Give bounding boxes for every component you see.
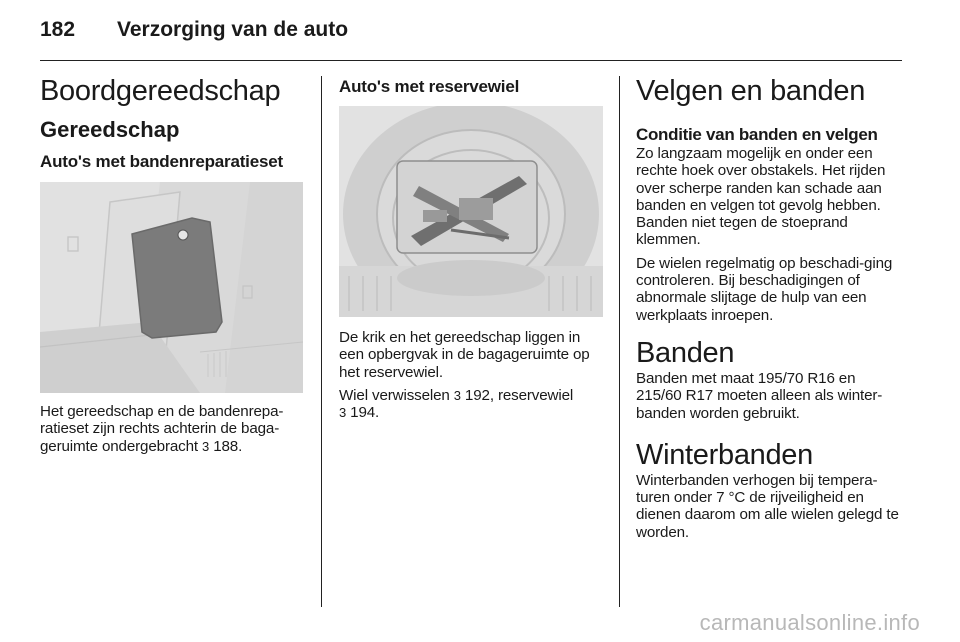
- paragraph-winter-tyres: Winterbanden verhogen bij tempera-turen onder 7 °C de rijveiligheid en dienen daarom om alle wielen gelegd te worden.: [636, 471, 899, 541]
- section-title-velgen-banden: Velgen en banden: [636, 75, 866, 107]
- paragraph-inspection: De wielen regelmatig op beschadi-ging controleren. Bij beschadigingen of abnormale slijtage de hulp van een werkplaats inroepen.: [636, 254, 893, 324]
- column-2: [339, 74, 605, 421]
- cross-reference-arrow-icon: 3: [202, 438, 210, 454]
- header-rule: [40, 60, 902, 61]
- section-title-boordgereedschap: Boordgereedschap: [40, 75, 281, 107]
- column-3: [636, 74, 904, 541]
- cross-reference-arrow-icon: 3: [339, 405, 347, 421]
- running-title: Verzorging van de auto: [117, 18, 349, 41]
- column-divider-1: [321, 76, 322, 607]
- spare-wheel-jack-image: [339, 106, 603, 317]
- column-1: [40, 74, 306, 455]
- topic-title-reservewiel: Auto's met reservewiel: [339, 77, 520, 96]
- trunk-tool-cover-image: [40, 182, 303, 393]
- page-number: 182: [40, 18, 76, 41]
- section-title-winterbanden: Winterbanden: [636, 438, 813, 471]
- subsection-title-conditie: Conditie van banden en velgen: [636, 125, 878, 144]
- paragraph-tyre-sizes: Banden met maat 195/70 R16 en 215/60 R17 moeten alleen als winter-banden worden gebruikt.: [636, 369, 883, 422]
- paragraph-cross-references: Wiel verwisselen 3 192, reservewiel 3 194.: [339, 386, 574, 422]
- column-divider-2: [619, 76, 620, 607]
- paragraph-jack-location: De krik en het gereedschap liggen in een opbergvak in de bagageruimte op het reservewiel.: [339, 329, 590, 381]
- cross-reference-arrow-icon: 3: [453, 387, 461, 403]
- section-title-banden: Banden: [636, 336, 735, 369]
- watermark: carmanualsonline.info: [699, 610, 920, 635]
- page-header: [40, 18, 902, 58]
- subsection-title-gereedschap: Gereedschap: [40, 117, 180, 142]
- paragraph-obstacles: Zo langzaam mogelijk en onder een rechte hoek over obstakels. Het rijden over scherpe randen kan schade aan banden en velgen tot gevolg hebben. Banden niet tegen de stoeprand klemmen.: [636, 145, 886, 249]
- paragraph-tool-location: Het gereedschap en de bandenrepa-ratieset zijn rechts achterin de baga-geruimte ondergebracht 3 188.: [40, 403, 284, 455]
- topic-title-bandenreparatieset: Auto's met bandenreparatieset: [40, 152, 283, 171]
